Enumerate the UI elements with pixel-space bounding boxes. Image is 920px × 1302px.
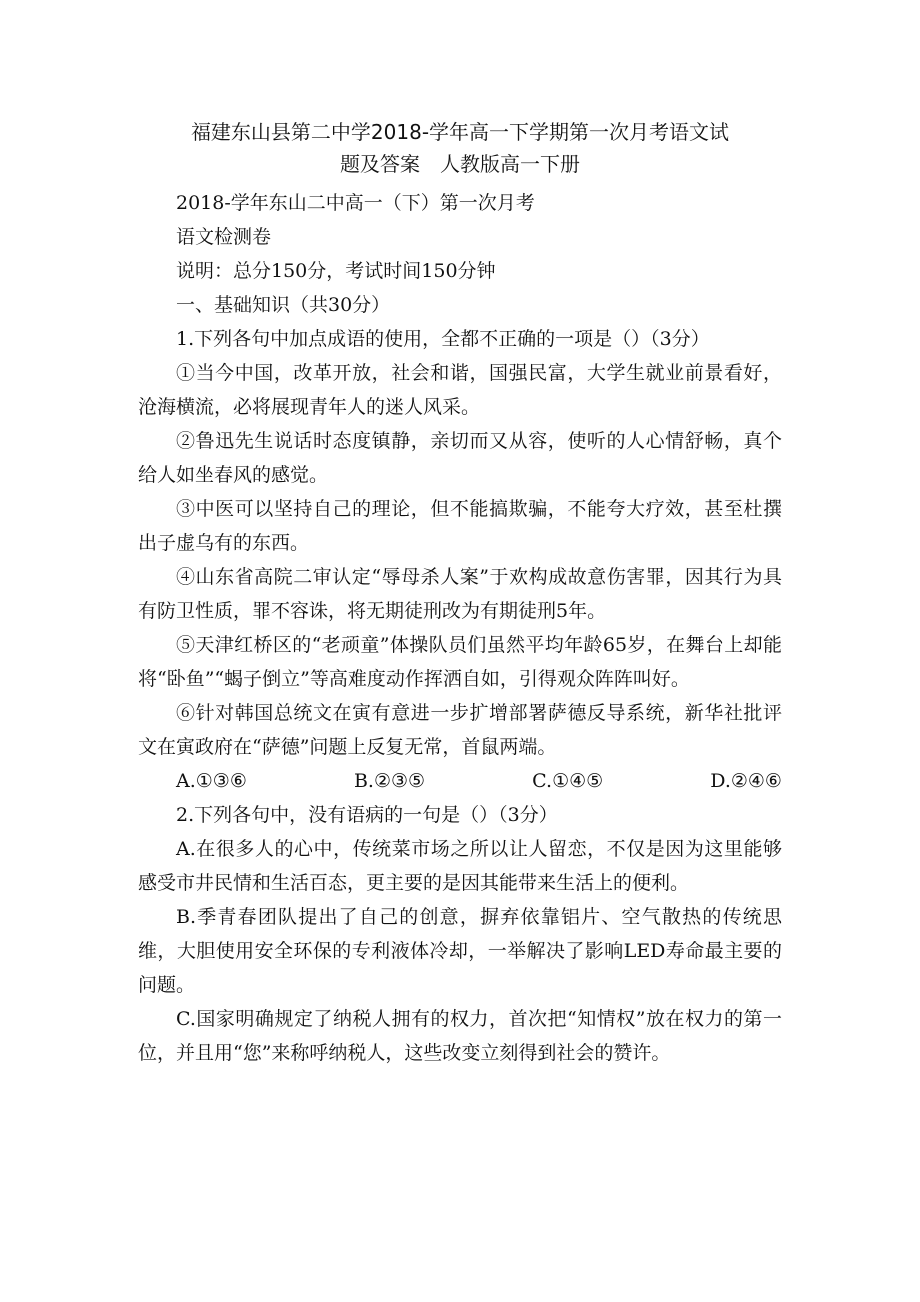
option-b: B.②③⑤	[353, 770, 426, 792]
document-title	[138, 116, 782, 180]
question-2-option: A.在很多人的心中，传统菜市场之所以让人留恋，不仅是因为这里能够感受市井民情和生活百态，更主要的是因其能带来生活上的便利。	[138, 838, 782, 894]
option-d: D.②④⑥	[710, 770, 782, 792]
question-2-option: C.国家明确规定了纳税人拥有的权力，首次把“知情权”放在权力的第一位，并且用“您”来称呼纳税人，这些改变立刻得到社会的赞许。	[138, 1008, 782, 1064]
question-1-item: ④山东省高院二审认定“辱母杀人案”于欢构成故意伤害罪，因其行为具有防卫性质，罪不容诛，将无期徒刑改为有期徒刑5年。	[138, 566, 782, 622]
option-c: C.①④⑤	[532, 770, 604, 792]
question-2-stem: 2.下列各句中，没有语病的一句是（）（3分）	[176, 804, 558, 826]
question-1-item: ③中医可以坚持自己的理论，但不能搞欺骗，不能夸大疗效，甚至杜撰出子虚乌有的东西。	[138, 498, 782, 554]
option-a: A.①③⑥	[176, 770, 247, 792]
question-1-stem: 1.下列各句中加点成语的使用，全都不正确的一项是（）（3分）	[176, 328, 710, 350]
title-line-1: 福建东山县第二中学2018-学年高一下学期第一次月考语文试	[190, 120, 730, 144]
question-1-options	[138, 764, 782, 798]
question-1-item: ①当今中国，改革开放，社会和谐，国强民富，大学生就业前景看好，沧海横流，必将展现青年人的迷人风采。	[138, 362, 782, 418]
title-line-2: 题及答案 人教版高一下册	[340, 152, 580, 176]
question-1-item: ⑤天津红桥区的“老顽童”体操队员们虽然平均年龄65岁，在舞台上却能将“卧鱼”“蝎子倒立”等高难度动作挥洒自如，引得观众阵阵叫好。	[138, 634, 782, 690]
exam-name: 2018-学年东山二中高一（下）第一次月考	[176, 192, 535, 214]
question-1-item: ②鲁迅先生说话时态度镇静，亲切而又从容，使听的人心情舒畅，真个给人如坐春风的感觉。	[138, 430, 782, 486]
question-1-item: ⑥针对韩国总统文在寅有意进一步扩增部署萨德反导系统，新华社批评文在寅政府在“萨德”问题上反复无常，首鼠两端。	[138, 702, 782, 758]
question-2-option: B.季青春团队提出了自己的创意，摒弃依靠铝片、空气散热的传统思维，大胆使用安全环保的专利液体冷却，一举解决了影响LED寿命最主要的问题。	[138, 906, 782, 996]
section-heading: 一、基础知识（共30分）	[176, 294, 391, 316]
exam-note: 说明：总分150分，考试时间150分钟	[176, 260, 496, 282]
exam-subtitle: 语文检测卷	[176, 226, 272, 248]
